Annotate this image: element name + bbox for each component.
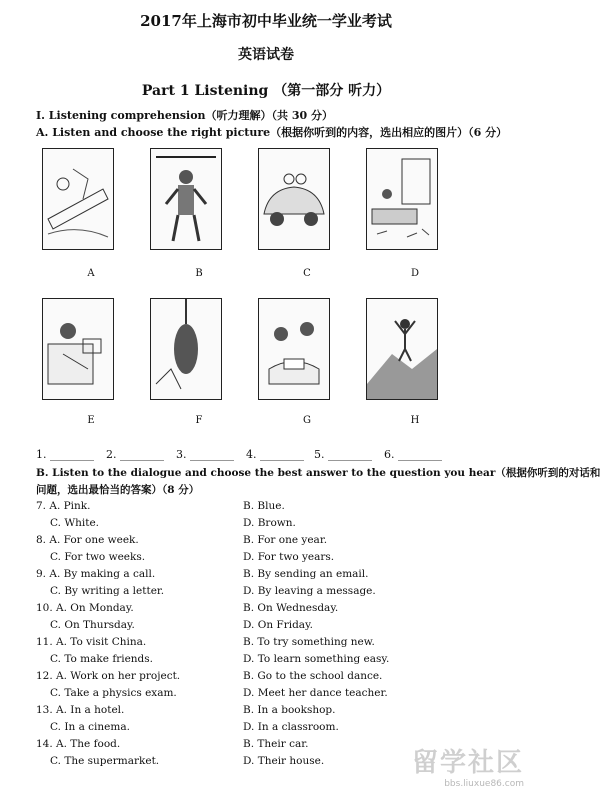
picture-label-h: H — [410, 415, 420, 426]
question-8-option-d[interactable]: D. For two years. — [243, 551, 335, 563]
question-13-option-b[interactable]: B. In a bookshop. — [243, 704, 336, 716]
question-12-option-a[interactable]: 12. A. Work on her project. — [36, 670, 181, 682]
exam-subtitle: 英语试卷 — [238, 47, 294, 63]
picture-label-a: A — [87, 268, 95, 279]
question-12-option-d[interactable]: D. Meet her dance teacher. — [243, 687, 388, 699]
question-14-option-b[interactable]: B. Their car. — [243, 738, 309, 750]
question-10-option-d[interactable]: D. On Friday. — [243, 619, 313, 631]
question-10-option-b[interactable]: B. On Wednesday. — [243, 602, 339, 614]
question-10-option-c[interactable]: C. On Thursday. — [50, 619, 135, 631]
question-9-option-b[interactable]: B. By sending an email. — [243, 568, 369, 580]
picture-h — [366, 298, 438, 400]
picture-a — [42, 148, 114, 250]
question-9-option-c[interactable]: C. By writing a letter. — [50, 585, 165, 597]
question-7-option-c[interactable]: C. White. — [50, 517, 100, 529]
picture-label-d: D — [410, 268, 420, 279]
question-13-option-d[interactable]: D. In a classroom. — [243, 721, 339, 733]
question-8-option-b[interactable]: B. For one year. — [243, 534, 328, 546]
answer-blank-5[interactable]: 5. ________ — [314, 448, 372, 461]
question-11-option-c[interactable]: C. To make friends. — [50, 653, 154, 665]
subsection-b-heading-line2: 问题，选出最恰当的答案）（8 分） — [36, 484, 200, 496]
question-11-option-b[interactable]: B. To try something new. — [243, 636, 375, 648]
exam-title: 2017年上海市初中毕业统一学业考试 — [140, 12, 392, 30]
part-heading: Part 1 Listening （第一部分 听力） — [141, 83, 391, 99]
watermark — [412, 742, 524, 789]
question-11-option-d[interactable]: D. To learn something easy. — [243, 653, 390, 665]
question-8-option-a[interactable]: 8. A. For one week. — [36, 534, 139, 546]
picture-c — [258, 148, 330, 250]
question-9-option-a[interactable]: 9. A. By making a call. — [36, 568, 156, 580]
picture-label-c: C — [303, 268, 311, 279]
question-7-option-b[interactable]: B. Blue. — [243, 500, 285, 512]
picture-f — [150, 298, 222, 400]
watermark-url: bbs.liuxue86.com — [444, 779, 524, 789]
picture-label-e: E — [87, 415, 95, 426]
picture-label-b: B — [195, 268, 203, 279]
watermark-brand: 留学社区 — [411, 748, 524, 778]
question-14-option-c[interactable]: C. The supermarket. — [50, 755, 160, 767]
subsection-a-heading: A. Listen and choose the right picture（根据你听到的内容，选出相应的图片）（6 分） — [36, 126, 508, 139]
question-13-option-c[interactable]: C. In a cinema. — [50, 721, 130, 733]
picture-label-g: G — [303, 415, 311, 426]
question-12-option-b[interactable]: B. Go to the school dance. — [243, 670, 383, 682]
question-9-option-d[interactable]: D. By leaving a message. — [243, 585, 376, 597]
picture-g — [258, 298, 330, 400]
question-7-option-a[interactable]: 7. A. Pink. — [36, 500, 91, 512]
picture-b — [150, 148, 222, 250]
subsection-b-heading: B. Listen to the dialogue and choose the best answer to the question you hear（根据你听到的对话和 — [36, 467, 600, 479]
question-11-option-a[interactable]: 11. A. To visit China. — [36, 636, 147, 648]
answer-blank-2[interactable]: 2. ________ — [106, 448, 164, 461]
question-8-option-c[interactable]: C. For two weeks. — [50, 551, 146, 563]
question-13-option-a[interactable]: 13. A. In a hotel. — [36, 704, 125, 716]
picture-label-f: F — [195, 415, 203, 426]
question-10-option-a[interactable]: 10. A. On Monday. — [36, 602, 134, 614]
answer-blank-4[interactable]: 4. ________ — [246, 448, 304, 461]
picture-d — [366, 148, 438, 250]
answer-blank-6[interactable]: 6. ________ — [384, 448, 442, 461]
answer-blank-3[interactable]: 3. ________ — [176, 448, 234, 461]
section-heading: I. Listening comprehension（听力理解）（共 30 分） — [36, 109, 334, 122]
question-12-option-c[interactable]: C. Take a physics exam. — [50, 687, 177, 699]
question-14-option-d[interactable]: D. Their house. — [243, 755, 325, 767]
answer-blank-1[interactable]: 1. ________ — [36, 448, 94, 461]
question-14-option-a[interactable]: 14. A. The food. — [36, 738, 121, 750]
picture-e — [42, 298, 114, 400]
question-7-option-d[interactable]: D. Brown. — [243, 517, 296, 529]
